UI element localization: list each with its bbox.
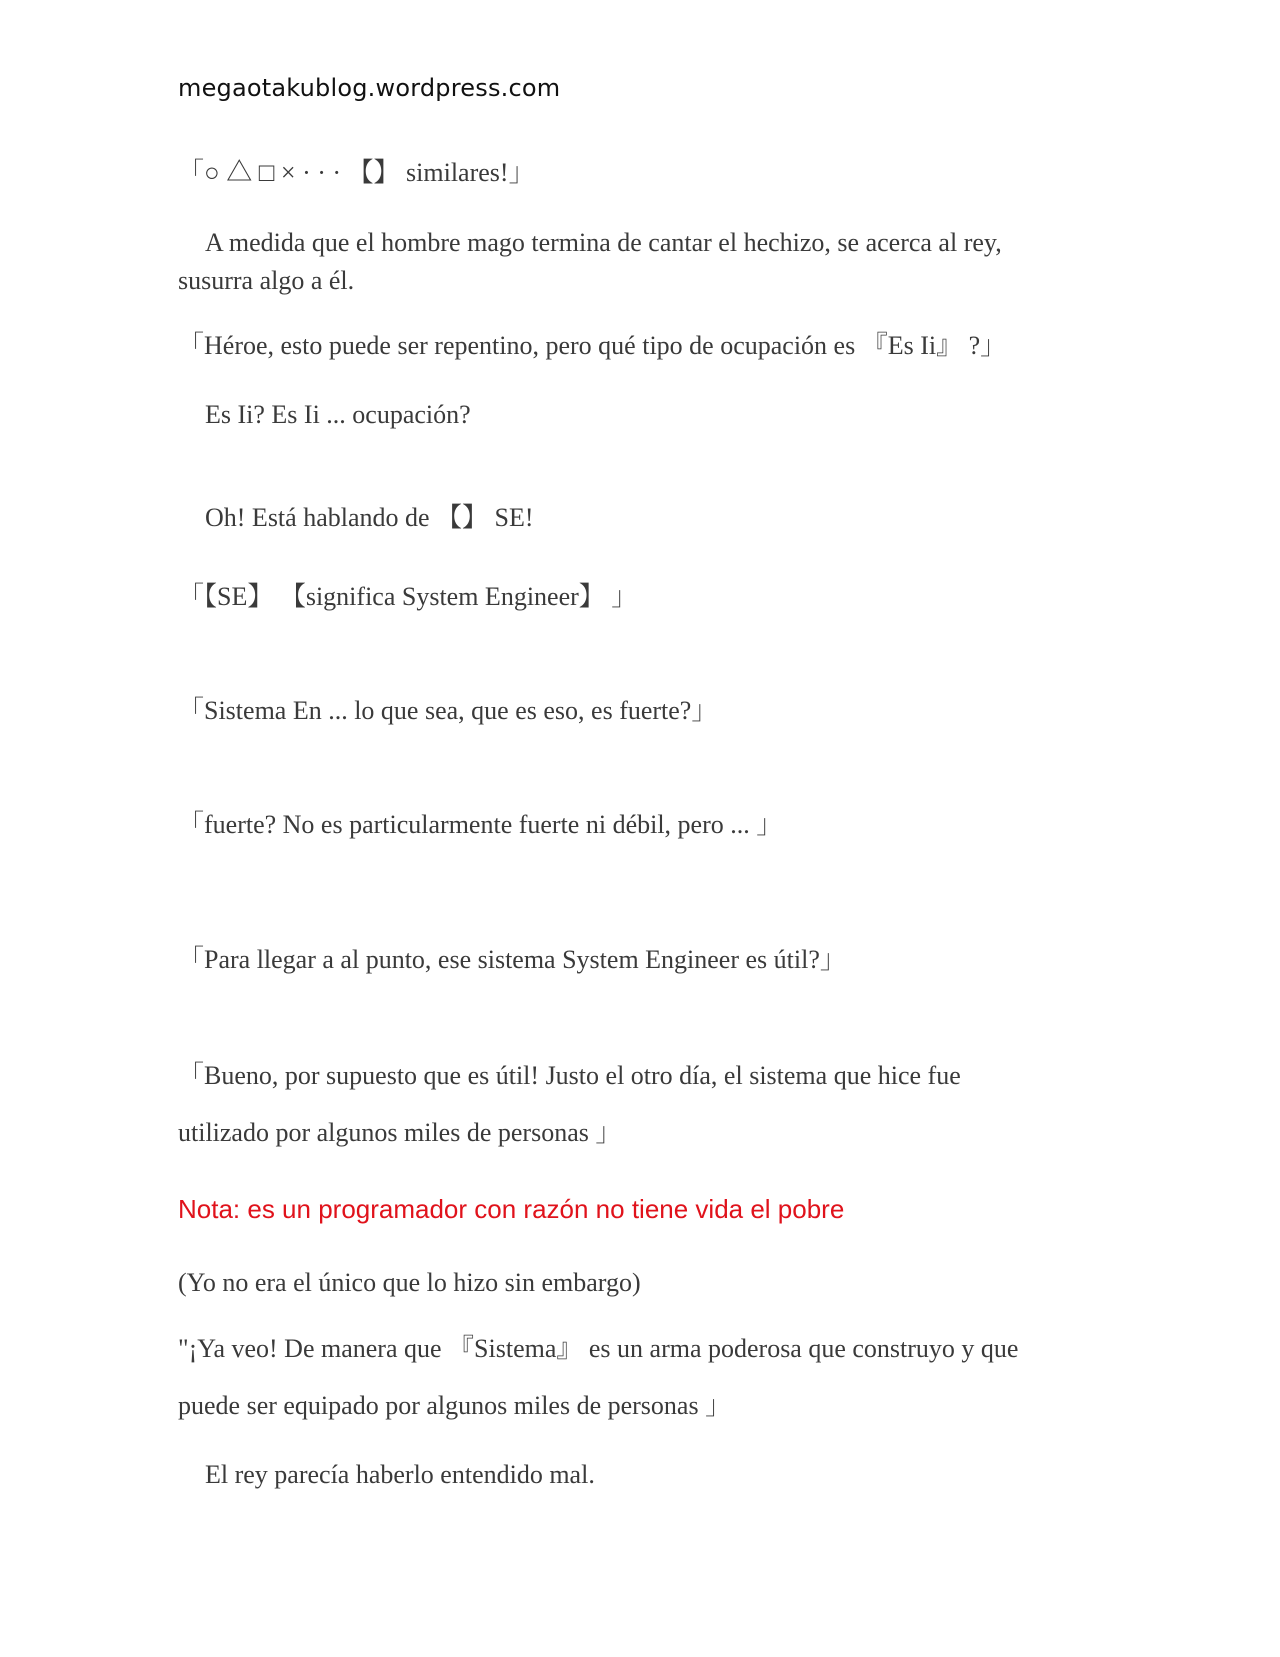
narration-line: A medida que el hombre mago termina de cantar el hechizo, se acerca al rey,: [205, 228, 1002, 257]
dialogue-line: 「【SE】 【significa System Engineer】 」: [178, 582, 638, 611]
narration-line: susurra algo a él.: [178, 266, 355, 295]
dialogue-line: puede ser equipado por algunos miles de personas 」: [178, 1391, 732, 1420]
narration-line: Oh! Está hablando de 【】 SE!: [205, 503, 534, 532]
site-url-header: megaotakublog.wordpress.com: [178, 74, 561, 102]
translator-note: Nota: es un programador con razón no tiene vida el pobre: [178, 1194, 845, 1224]
dialogue-line: 「Héroe, esto puede ser repentino, pero qué tipo de ocupación es 『Es Ii』 ?」: [178, 331, 1007, 360]
narration-line: Es Ii? Es Ii ... ocupación?: [205, 400, 471, 429]
dialogue-line: 「Para llegar a al punto, ese sistema System Engineer es útil?」: [178, 945, 846, 974]
dialogue-line: "¡Ya veo! De manera que 『Sistema』 es un arma poderosa que construyo y que: [178, 1334, 1019, 1363]
dialogue-line: 「○ △ □ × · · · 【】 similares!」: [178, 158, 535, 187]
dialogue-line: 「Sistema En ... lo que sea, que es eso, es fuerte?」: [178, 696, 718, 725]
dialogue-line: utilizado por algunos miles de personas 」: [178, 1118, 622, 1147]
narration-line: (Yo no era el único que lo hizo sin embargo): [178, 1268, 641, 1297]
dialogue-line: 「fuerte? No es particularmente fuerte ni débil, pero ... 」: [178, 810, 783, 839]
dialogue-line: 「Bueno, por supuesto que es útil! Justo el otro día, el sistema que hice fue: [178, 1061, 961, 1090]
narration-line: El rey parecía haberlo entendido mal.: [205, 1460, 595, 1489]
